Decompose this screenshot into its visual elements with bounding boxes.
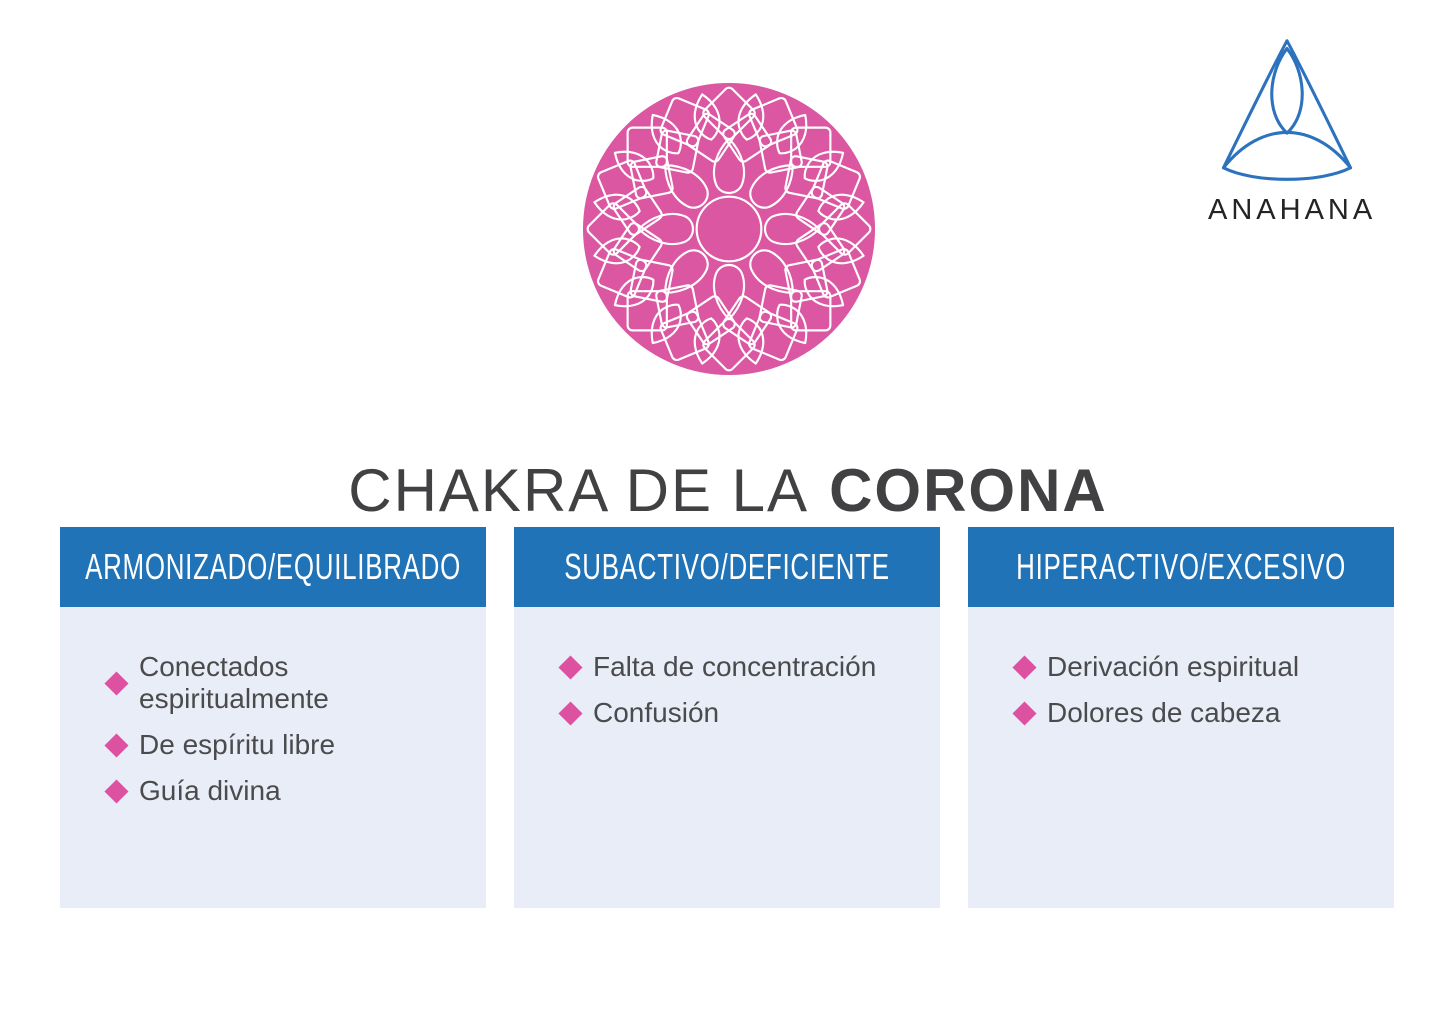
list-item [108,775,472,807]
column-balanced [60,527,486,908]
list-item [1016,651,1380,683]
diamond-bullet-icon [558,701,582,725]
column-overactive [968,527,1394,908]
page-title [0,456,1456,525]
crown-chakra-lotus-mandala-icon [582,82,876,376]
column-underactive-header [514,527,940,607]
list-item-label: De espíritu libre [139,729,336,760]
column-overactive-body [968,607,1394,908]
column-overactive-header [968,527,1394,607]
list-item [562,651,926,683]
brand-name: ANAHANA [1208,194,1377,226]
page-title-bold: CORONA [829,457,1108,525]
column-underactive-body [514,607,940,908]
list-item-label: Derivación espiritual [1047,651,1300,682]
diamond-bullet-icon [1012,701,1036,725]
column-underactive [514,527,940,908]
list-item-label: Dolores de cabeza [1047,697,1281,728]
page-title-light: CHAKRA DE LA [348,457,810,525]
list-item-label: Confusión [593,697,720,728]
triquetra-triangle-icon [1204,36,1370,188]
list-item [108,651,472,715]
diamond-bullet-icon [104,671,128,695]
column-underactive-header-label: SUBACTIVO/DEFICIENTE [564,546,890,587]
brand-logo [1204,36,1377,227]
column-overactive-header-label: HIPERACTIVO/EXCESIVO [1016,546,1346,587]
list-item [108,729,472,761]
chakra-state-columns [60,527,1394,908]
column-balanced-body [60,607,486,908]
list-item-label: Falta de concentración [593,651,877,682]
column-balanced-header-label: ARMONIZADO/EQUILIBRADO [85,546,461,587]
list-item-label: Guía divina [139,775,281,806]
list-item-label: Conectados espiritualmente [139,651,329,714]
column-balanced-header [60,527,486,607]
diamond-bullet-icon [104,733,128,757]
diamond-bullet-icon [104,779,128,803]
list-item [562,697,926,729]
diamond-bullet-icon [1012,655,1036,679]
diamond-bullet-icon [558,655,582,679]
list-item [1016,697,1380,729]
